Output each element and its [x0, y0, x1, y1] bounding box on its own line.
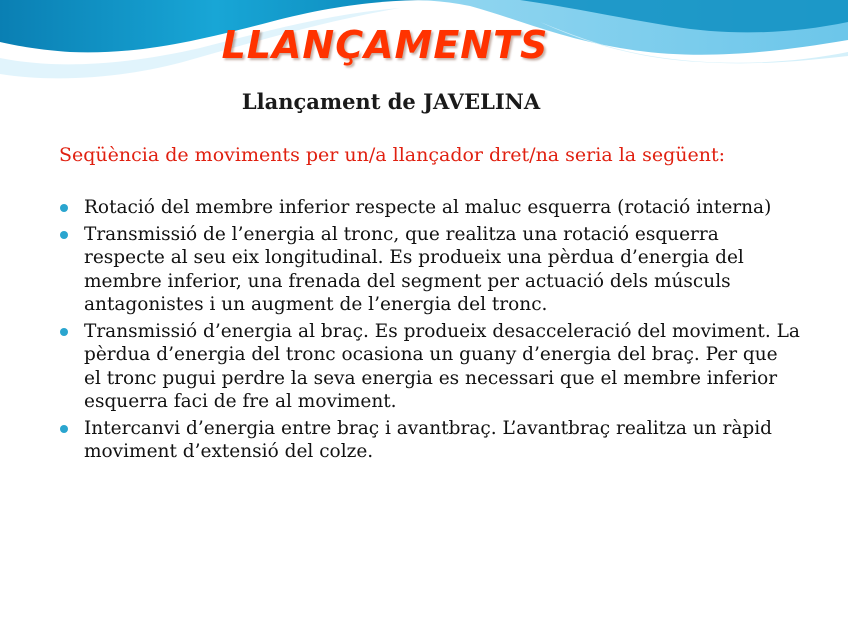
- bullet-text: Transmissió de l’energia al tronc, que realitza una rotació esquerra respecte al seu eix longitudinal. Es produeix una pèrdua d’energia del membre inferior, una frenada del segment per actuació dels músculs antagonistes i un augment de l’energia del tronc.: [84, 223, 744, 315]
- bullet-item: [60, 417, 800, 464]
- bullet-dot-icon: [60, 231, 68, 239]
- bullet-item: [60, 223, 800, 317]
- bullet-item: [60, 196, 800, 220]
- bullet-text: Transmissió d’energia al braç. Es produeix desacceleració del moviment. La pèrdua d’energia del tronc ocasiona un guany d’energia del braç. Per que el tronc pugui perdre la seva energia es necessari que el membre inferior esquerra faci de fre al moviment.: [84, 320, 800, 412]
- bullet-text: Intercanvi d’energia entre braç i avantbraç. L’avantbraç realitza un ràpid moviment d’extensió del colze.: [84, 417, 772, 462]
- bullet-dot-icon: [60, 328, 68, 336]
- bullet-item: [60, 320, 800, 414]
- intro-text: Seqüència de moviments per un/a llançador dret/na seria la següent:: [59, 144, 726, 166]
- slide-subtitle: Llançament de JAVELINA: [241, 89, 541, 114]
- bullet-dot-icon: [60, 204, 68, 212]
- bullet-list: [60, 196, 800, 467]
- bullet-dot-icon: [60, 425, 68, 433]
- slide-title: LLANÇAMENTS: [221, 23, 549, 67]
- bullet-text: Rotació del membre inferior respecte al maluc esquerra (rotació interna): [84, 197, 772, 218]
